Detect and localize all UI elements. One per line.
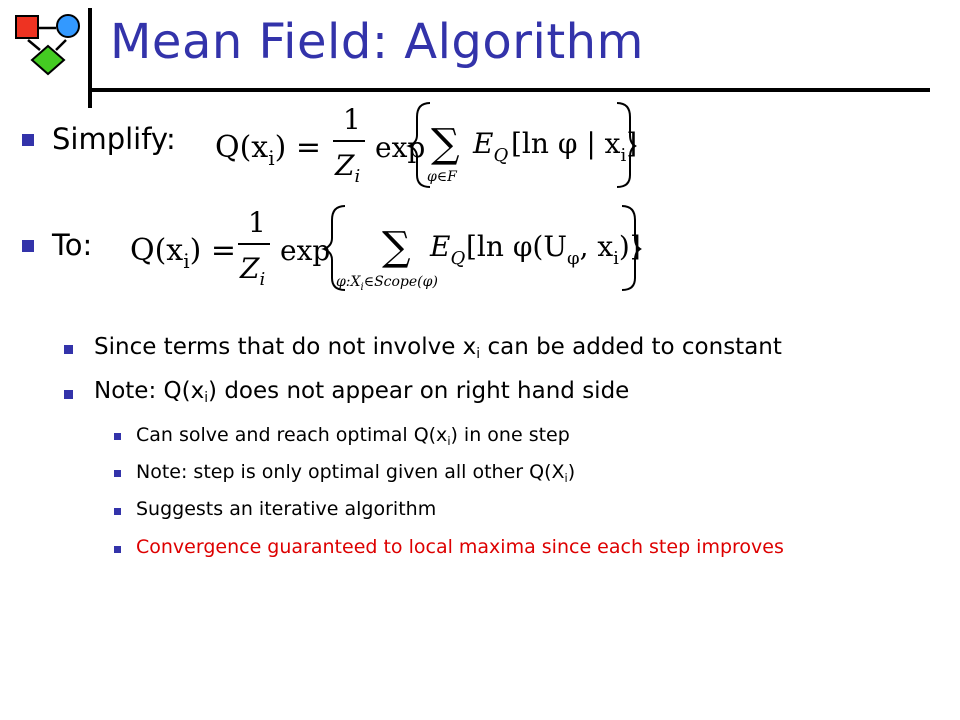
eq2-exp: exp — [280, 234, 331, 267]
sub-sub-bullet-marker — [114, 546, 121, 553]
header-horizontal-rule — [88, 88, 930, 92]
logo-red-square — [16, 16, 38, 38]
logo-blue-circle — [57, 15, 79, 37]
eq1-exp: exp — [375, 131, 426, 164]
eq1-body-close: ] — [626, 127, 638, 160]
sub-bullet-note: Note: $Q(x_i)$ does not appear on right hand side — [94, 378, 630, 406]
eq2-den-sub: i — [259, 269, 266, 290]
sub-sub-bullet-marker — [114, 433, 121, 440]
graph-network-icon — [12, 10, 84, 80]
eq1-den-sub: i — [354, 166, 361, 187]
eq1-numerator: 1 — [343, 103, 361, 136]
svg-text:EQ — [429, 230, 465, 269]
logo-green-diamond — [32, 46, 64, 74]
sub-bullet-marker — [64, 390, 73, 399]
eq2-sum-under-a: φ:X — [336, 274, 361, 290]
eq2-lhs-sub: i — [183, 249, 190, 273]
sub-sub-bullet-solve: Can solve and reach optimal $Q(x_i)$ in one step — [136, 424, 570, 448]
sub-sub-bullet-convergence: Convergence guaranteed to local maxima since each step improves — [136, 536, 784, 558]
equation-simplify — [215, 95, 638, 195]
eq2-body-b: , x — [579, 230, 614, 263]
eq1-denominator: Z — [335, 149, 355, 182]
eq1-body: [ln φ | x — [511, 127, 621, 160]
eq1-body-sub: i — [620, 145, 627, 166]
eq2-body-sub2: i — [613, 248, 619, 269]
eq2-numerator: 1 — [248, 206, 266, 239]
eq1-E-sub: Q — [493, 145, 509, 166]
sub-bullet-since: Since terms that do not involve $x_i$ can be added to constant — [94, 334, 782, 362]
eq2-body-a: [ln φ(U — [466, 230, 567, 263]
bullet-to: To: — [52, 228, 93, 262]
eq1-sum: ∑ — [431, 121, 460, 167]
header-vertical-rule — [88, 8, 92, 108]
bullet-marker — [22, 134, 34, 146]
svg-text:Zi — [239, 252, 265, 290]
sub-sub-bullet-note: Note: step is only optimal given all other $Q(X_i)$ — [136, 461, 576, 485]
svg-text:Zi — [334, 149, 360, 187]
eq2-denominator: Z — [240, 252, 260, 285]
eq2-lhs-close: ) = — [189, 233, 237, 268]
sub-sub-bullet-suggests: Suggests an iterative algorithm — [136, 498, 437, 520]
eq2-E-sub: Q — [450, 248, 466, 269]
eq2-E: E — [430, 230, 451, 263]
sub-bullet-marker — [64, 345, 73, 354]
svg-text:[ln φ(Uφ, xi)] — [466, 230, 641, 269]
svg-text:Q(xi) = — [130, 233, 236, 273]
sub-sub-bullet-marker — [114, 470, 121, 477]
eq1-lhs-sub: i — [268, 146, 275, 170]
bullet-simplify: Simplify: — [52, 122, 176, 156]
eq1-E: E — [473, 127, 494, 160]
eq2-body-c: )] — [618, 230, 641, 263]
eq1-lhs: Q(x — [215, 130, 269, 165]
eq2-sum-under-b: ∈Scope(φ) — [363, 274, 438, 290]
svg-text:φ:Xi∈Scope(φ) — [336, 274, 438, 293]
page-title: Mean Field: Algorithm — [110, 14, 644, 70]
eq1-lhs-close: ) = — [274, 130, 322, 165]
svg-text:Q(xi) = — [215, 130, 321, 170]
equation-to — [130, 198, 640, 298]
eq2-sum: ∑ — [382, 224, 411, 270]
eq1-sum-under: φ∈F — [427, 169, 457, 185]
eq2-sum-under-sub: i — [360, 282, 364, 293]
bullet-marker — [22, 240, 34, 252]
svg-text:EQ — [472, 127, 508, 166]
svg-text:[ln φ | xi] — [511, 127, 637, 166]
eq2-lhs: Q(x — [130, 233, 184, 268]
eq2-body-sub1: φ — [566, 248, 580, 269]
sub-sub-bullet-marker — [114, 508, 121, 515]
